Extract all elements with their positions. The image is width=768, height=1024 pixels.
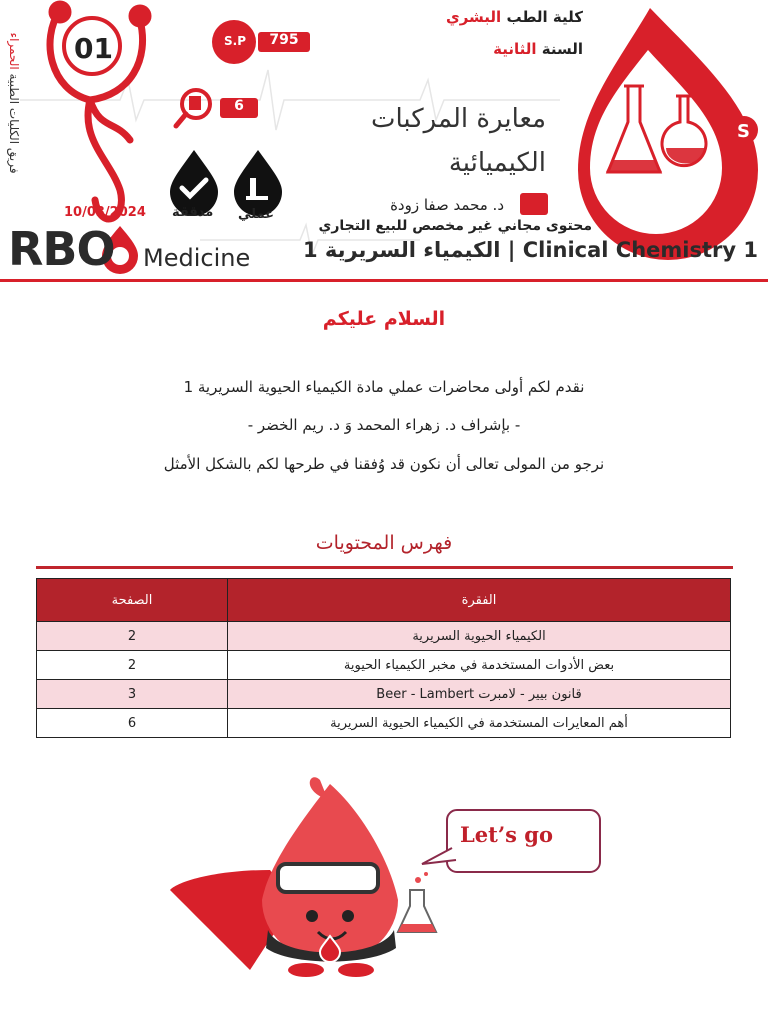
year-label: السنة الثانية (493, 40, 583, 58)
toc-section-cell: أهم المعايرات المستخدمة في الكيمياء الحيوية السريرية (228, 709, 731, 738)
sp-label: S.P (224, 34, 246, 48)
toc-table (36, 578, 731, 738)
author-marker (520, 193, 548, 215)
lecture-title-line2: الكيميائية (448, 148, 546, 178)
lecture-number: 01 (74, 32, 113, 65)
toc-rule (36, 566, 733, 569)
table-row (37, 680, 731, 709)
toc-page-cell: 3 (37, 680, 228, 709)
faculty-label: كلية الطب البشري (445, 8, 583, 26)
intro-line-3: نرجو من المولى تعالى أن نكون قد وُفقنا في طرحها لكم بالشكل الأمثل (163, 455, 605, 473)
svg-text:S: S (737, 121, 750, 142)
brand-medicine: Medicine (143, 244, 251, 272)
table-row (37, 651, 731, 680)
intro-line-1: نقدم لكم أولى محاضرات عملي مادة الكيمياء الحيوية السريرية 1 (183, 378, 585, 396)
greeting: السلام عليكم (322, 308, 446, 330)
mascot-illustration (160, 770, 620, 990)
toc-section-cell: الكيمياء الحيوية السريرية (228, 622, 731, 651)
toc-section-cell: بعض الأدوات المستخدمة في مخبر الكيمياء الحيوية (228, 651, 731, 680)
toc-page-cell: 2 (37, 622, 228, 651)
flask-drop-logo (578, 8, 758, 260)
magnifier-pages-icon (176, 90, 210, 126)
goggles-icon (278, 864, 378, 892)
toc-col-section: الفقرة (228, 579, 731, 622)
table-row (37, 709, 731, 738)
publish-date: 10/03/2024 (64, 205, 146, 220)
intro-line-2: - بإشراف د. زهراء المحمد وَ د. ريم الخضر - (247, 416, 521, 434)
practical-label: عملي (238, 207, 275, 222)
toc-section-cell: قانون بيير - لامبرت Beer - Lambert (228, 680, 731, 709)
checked-label: مدققة (172, 205, 214, 220)
free-content-note: محتوى مجاني غير مخصص للبيع التجاري (318, 218, 592, 234)
cover-header (0, 0, 768, 280)
table-row (37, 622, 731, 651)
sp-count-badge: 795 (258, 32, 310, 52)
toc-header-row (37, 579, 731, 622)
course-title: الكيمياء السريرية 1 | Clinical Chemistry 1 (302, 238, 758, 262)
toc-col-page: الصفحة (37, 579, 228, 622)
page-count-badge: 6 (220, 98, 258, 118)
toc-page-cell: 2 (37, 651, 228, 680)
header-divider (0, 279, 768, 282)
toc-title: فهرس المحتويات (315, 532, 453, 554)
lecture-title-line1: معايرة المركبات (370, 104, 546, 134)
speech-bubble-text: Let’s go (460, 822, 553, 847)
brand-rbo: RBO (8, 222, 115, 276)
toc-page-cell: 6 (37, 709, 228, 738)
author-name: د. محمد صفا زودة (390, 196, 504, 214)
team-side-caption: فريق الكليات الطبية الحمراء (7, 32, 21, 174)
flask-icon (398, 872, 436, 932)
